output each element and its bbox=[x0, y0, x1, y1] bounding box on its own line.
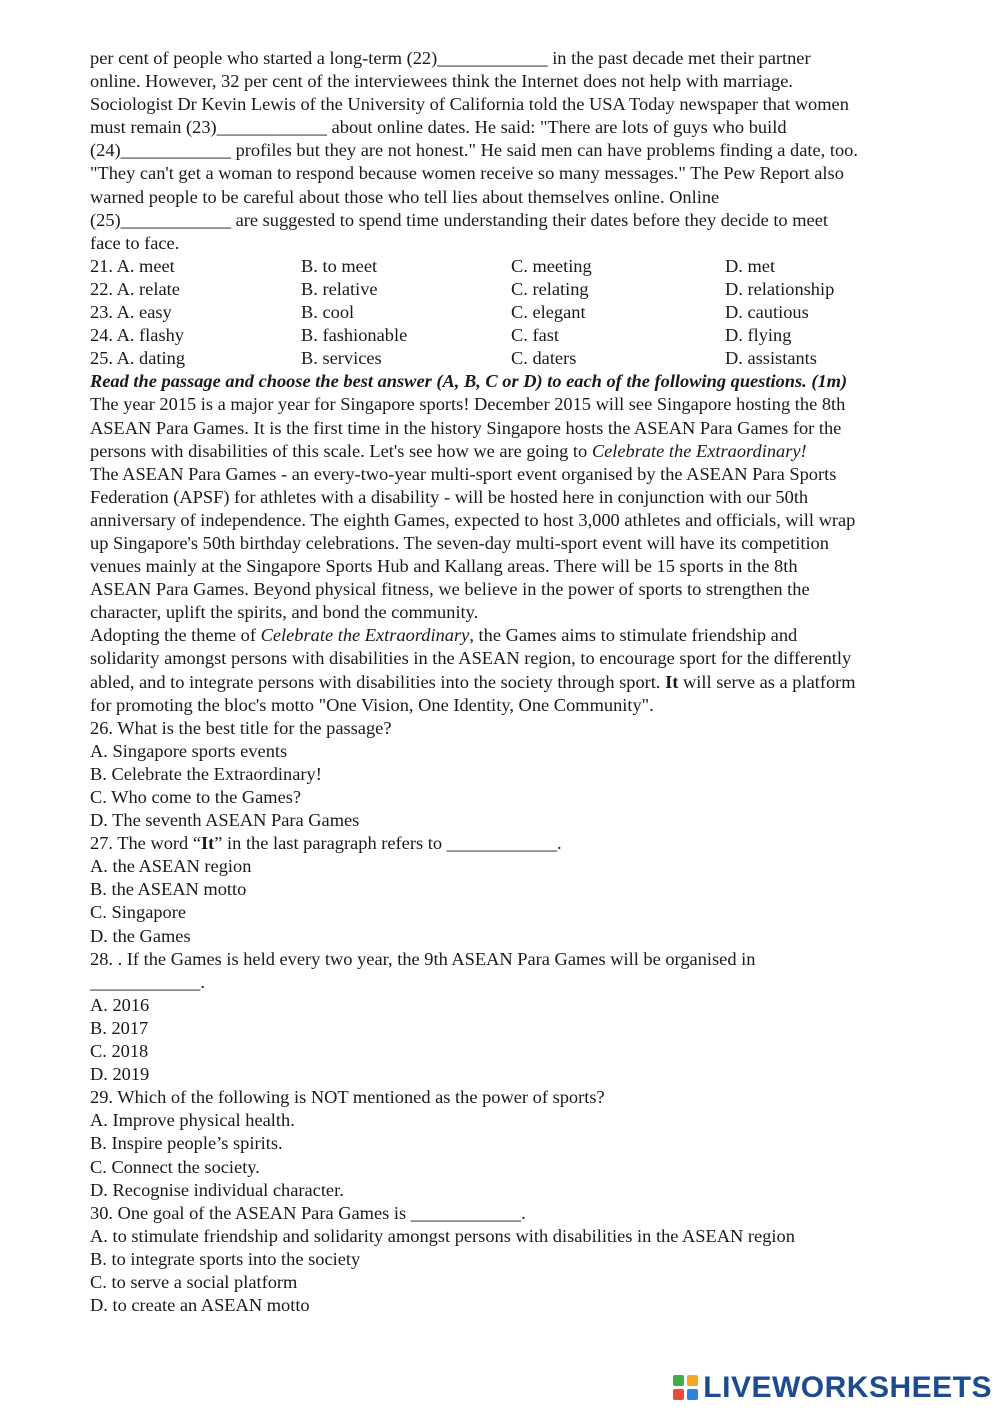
option-row-24 bbox=[90, 324, 940, 347]
passage-line: solidarity amongst persons with disabilities in the ASEAN region, to encourage sport for the differently bbox=[90, 648, 852, 669]
answer-option: A. to stimulate friendship and solidarity amongst persons with disabilities in the ASEAN region bbox=[90, 1225, 795, 1246]
answer-option: C. 2018 bbox=[90, 1041, 149, 1062]
passage-text: will serve as a platform bbox=[678, 671, 856, 692]
passage-line: up Singapore's 50th birthday celebrations. The seven-day multi-sport event will have its competition bbox=[90, 532, 829, 553]
option-b: B. to meet bbox=[301, 255, 378, 276]
passage-line: ASEAN Para Games. It is the first time in the history Singapore hosts the ASEAN Para Games for the bbox=[90, 417, 842, 438]
question-stem: 30. One goal of the ASEAN Para Games is ____________. bbox=[90, 1202, 526, 1223]
question-stem: 28. . If the Games is held every two year, the 9th ASEAN Para Games will be organised in bbox=[90, 948, 756, 969]
passage-line: The year 2015 is a major year for Singapore sports! December 2015 will see Singapore hosting the 8th bbox=[90, 394, 846, 415]
passage-line: face to face. bbox=[90, 232, 180, 253]
passage-text: Adopting the theme of bbox=[90, 625, 261, 646]
option-row-22 bbox=[90, 278, 940, 301]
option-d: D. assistants bbox=[725, 348, 817, 369]
answer-option: C. to serve a social platform bbox=[90, 1271, 298, 1292]
answer-option: C. Singapore bbox=[90, 902, 187, 923]
answer-option: B. Celebrate the Extraordinary! bbox=[90, 763, 322, 784]
section-heading: Read the passage and choose the best answer (A, B, C or D) to each of the following questions. (1m) bbox=[90, 371, 848, 392]
option-c: C. fast bbox=[511, 325, 560, 346]
answer-option: A. Improve physical health. bbox=[90, 1110, 295, 1131]
option-d: D. flying bbox=[725, 325, 792, 346]
option-d: D. cautious bbox=[725, 302, 809, 323]
option-b: B. services bbox=[301, 348, 382, 369]
option-c: C. elegant bbox=[511, 302, 586, 323]
passage-line: Federation (APSF) for athletes with a disability - will be hosted here in conjunction with our 50th bbox=[90, 486, 809, 507]
stem-text: 27. The word “ bbox=[90, 833, 201, 854]
answer-option: A. 2016 bbox=[90, 994, 150, 1015]
question-28 bbox=[90, 948, 940, 1087]
passage-line: online. However, 32 per cent of the interviewees think the Internet does not help with marriage. bbox=[90, 71, 793, 92]
question-27 bbox=[90, 832, 940, 947]
passage-line: "They can't get a woman to respond because women receive so many messages." The Pew Report also bbox=[90, 163, 844, 184]
option-a: 23. A. easy bbox=[90, 302, 172, 323]
question-stem: 29. Which of the following is NOT mentioned as the power of sports? bbox=[90, 1087, 605, 1108]
question-stem bbox=[90, 832, 940, 855]
answer-option: B. the ASEAN motto bbox=[90, 879, 247, 900]
option-a: 24. A. flashy bbox=[90, 325, 184, 346]
passage-line: character, uplift the spirits, and bond the community. bbox=[90, 602, 479, 623]
passage-line: Sociologist Dr Kevin Lewis of the University of California told the USA Today newspaper that women bbox=[90, 94, 849, 115]
answer-option: B. to integrate sports into the society bbox=[90, 1248, 361, 1269]
referent-bold: It bbox=[665, 671, 679, 692]
passage-text: persons with disabilities of this scale. Let's see how we are going to bbox=[90, 440, 592, 461]
answer-option: D. The seventh ASEAN Para Games bbox=[90, 810, 360, 831]
question-29 bbox=[90, 1086, 940, 1201]
question-stem-blank: ____________. bbox=[90, 971, 205, 992]
stem-text: ” in the last paragraph refers to ____________. bbox=[214, 833, 562, 854]
question-26 bbox=[90, 717, 940, 832]
option-d: D. met bbox=[725, 255, 776, 276]
passage-line: per cent of people who started a long-term (22)____________ in the past decade met their partner bbox=[90, 48, 811, 68]
logo-icon bbox=[673, 1375, 699, 1401]
answer-option: D. Recognise individual character. bbox=[90, 1179, 344, 1200]
answer-option: A. Singapore sports events bbox=[90, 740, 288, 761]
passage-line: anniversary of independence. The eighth Games, expected to host 3,000 athletes and officials, will wrap bbox=[90, 509, 856, 530]
passage-line: for promoting the bloc's motto "One Vision, One Identity, One Community". bbox=[90, 694, 654, 715]
passage-line bbox=[90, 624, 940, 647]
answer-option: D. the Games bbox=[90, 925, 191, 946]
option-b: B. fashionable bbox=[301, 325, 408, 346]
passage-text: abled, and to integrate persons with disabilities into the society through sport. bbox=[90, 671, 666, 692]
answer-option: D. 2019 bbox=[90, 1064, 150, 1085]
passage-line: The ASEAN Para Games - an every-two-year multi-sport event organised by the ASEAN Para Sports bbox=[90, 463, 837, 484]
option-c: C. meeting bbox=[511, 255, 592, 276]
passage-line: venues mainly at the Singapore Sports Hub and Kallang areas. There will be 15 sports in the 8th bbox=[90, 556, 798, 577]
question-stem: 26. What is the best title for the passage? bbox=[90, 717, 392, 738]
option-b: B. cool bbox=[301, 302, 355, 323]
answer-option: B. Inspire people’s spirits. bbox=[90, 1133, 283, 1154]
question-30 bbox=[90, 1202, 940, 1317]
liveworksheets-logo bbox=[673, 1371, 992, 1405]
logo-text: LIVEWORKSHEETS bbox=[703, 1371, 992, 1404]
answer-option: C. Who come to the Games? bbox=[90, 787, 302, 807]
option-d: D. relationship bbox=[725, 278, 835, 299]
option-row-21 bbox=[90, 255, 940, 278]
cloze-passage bbox=[90, 47, 940, 255]
answer-option: D. to create an ASEAN motto bbox=[90, 1295, 310, 1316]
option-c: C. relating bbox=[511, 278, 589, 299]
answer-option: C. Connect the society. bbox=[90, 1156, 260, 1177]
passage-line: ASEAN Para Games. Beyond physical fitness, we believe in the power of sports to strengthen the bbox=[90, 579, 810, 600]
answer-option: A. the ASEAN region bbox=[90, 856, 252, 877]
stem-bold: It bbox=[201, 833, 215, 854]
theme-italic: Celebrate the Extraordinary! bbox=[591, 440, 807, 461]
passage-line bbox=[90, 440, 940, 463]
passage-line: warned people to be careful about those who tell lies about themselves online. Online bbox=[90, 186, 720, 207]
answer-option: B. 2017 bbox=[90, 1017, 149, 1038]
option-a: 22. A. relate bbox=[90, 278, 180, 299]
option-b: B. relative bbox=[301, 278, 378, 299]
passage-line: must remain (23)____________ about online dates. He said: "There are lots of guys who build bbox=[90, 117, 787, 138]
passage-line: (25)____________ are suggested to spend time understanding their dates before they decide to meet bbox=[90, 209, 828, 230]
option-a: 25. A. dating bbox=[90, 348, 186, 369]
option-a: 21. A. meet bbox=[90, 255, 175, 276]
passage-line: (24)____________ profiles but they are not honest." He said men can have problems finding a date, too. bbox=[90, 140, 858, 161]
worksheet-page bbox=[90, 47, 940, 1317]
passage-line bbox=[90, 671, 940, 694]
passage-text: , the Games aims to stimulate friendship and bbox=[469, 625, 798, 646]
reading-passage bbox=[90, 393, 940, 716]
option-row-25 bbox=[90, 347, 940, 370]
theme-italic: Celebrate the Extraordinary bbox=[260, 625, 470, 646]
option-c: C. daters bbox=[511, 348, 577, 369]
cloze-options bbox=[90, 255, 940, 370]
option-row-23 bbox=[90, 301, 940, 324]
